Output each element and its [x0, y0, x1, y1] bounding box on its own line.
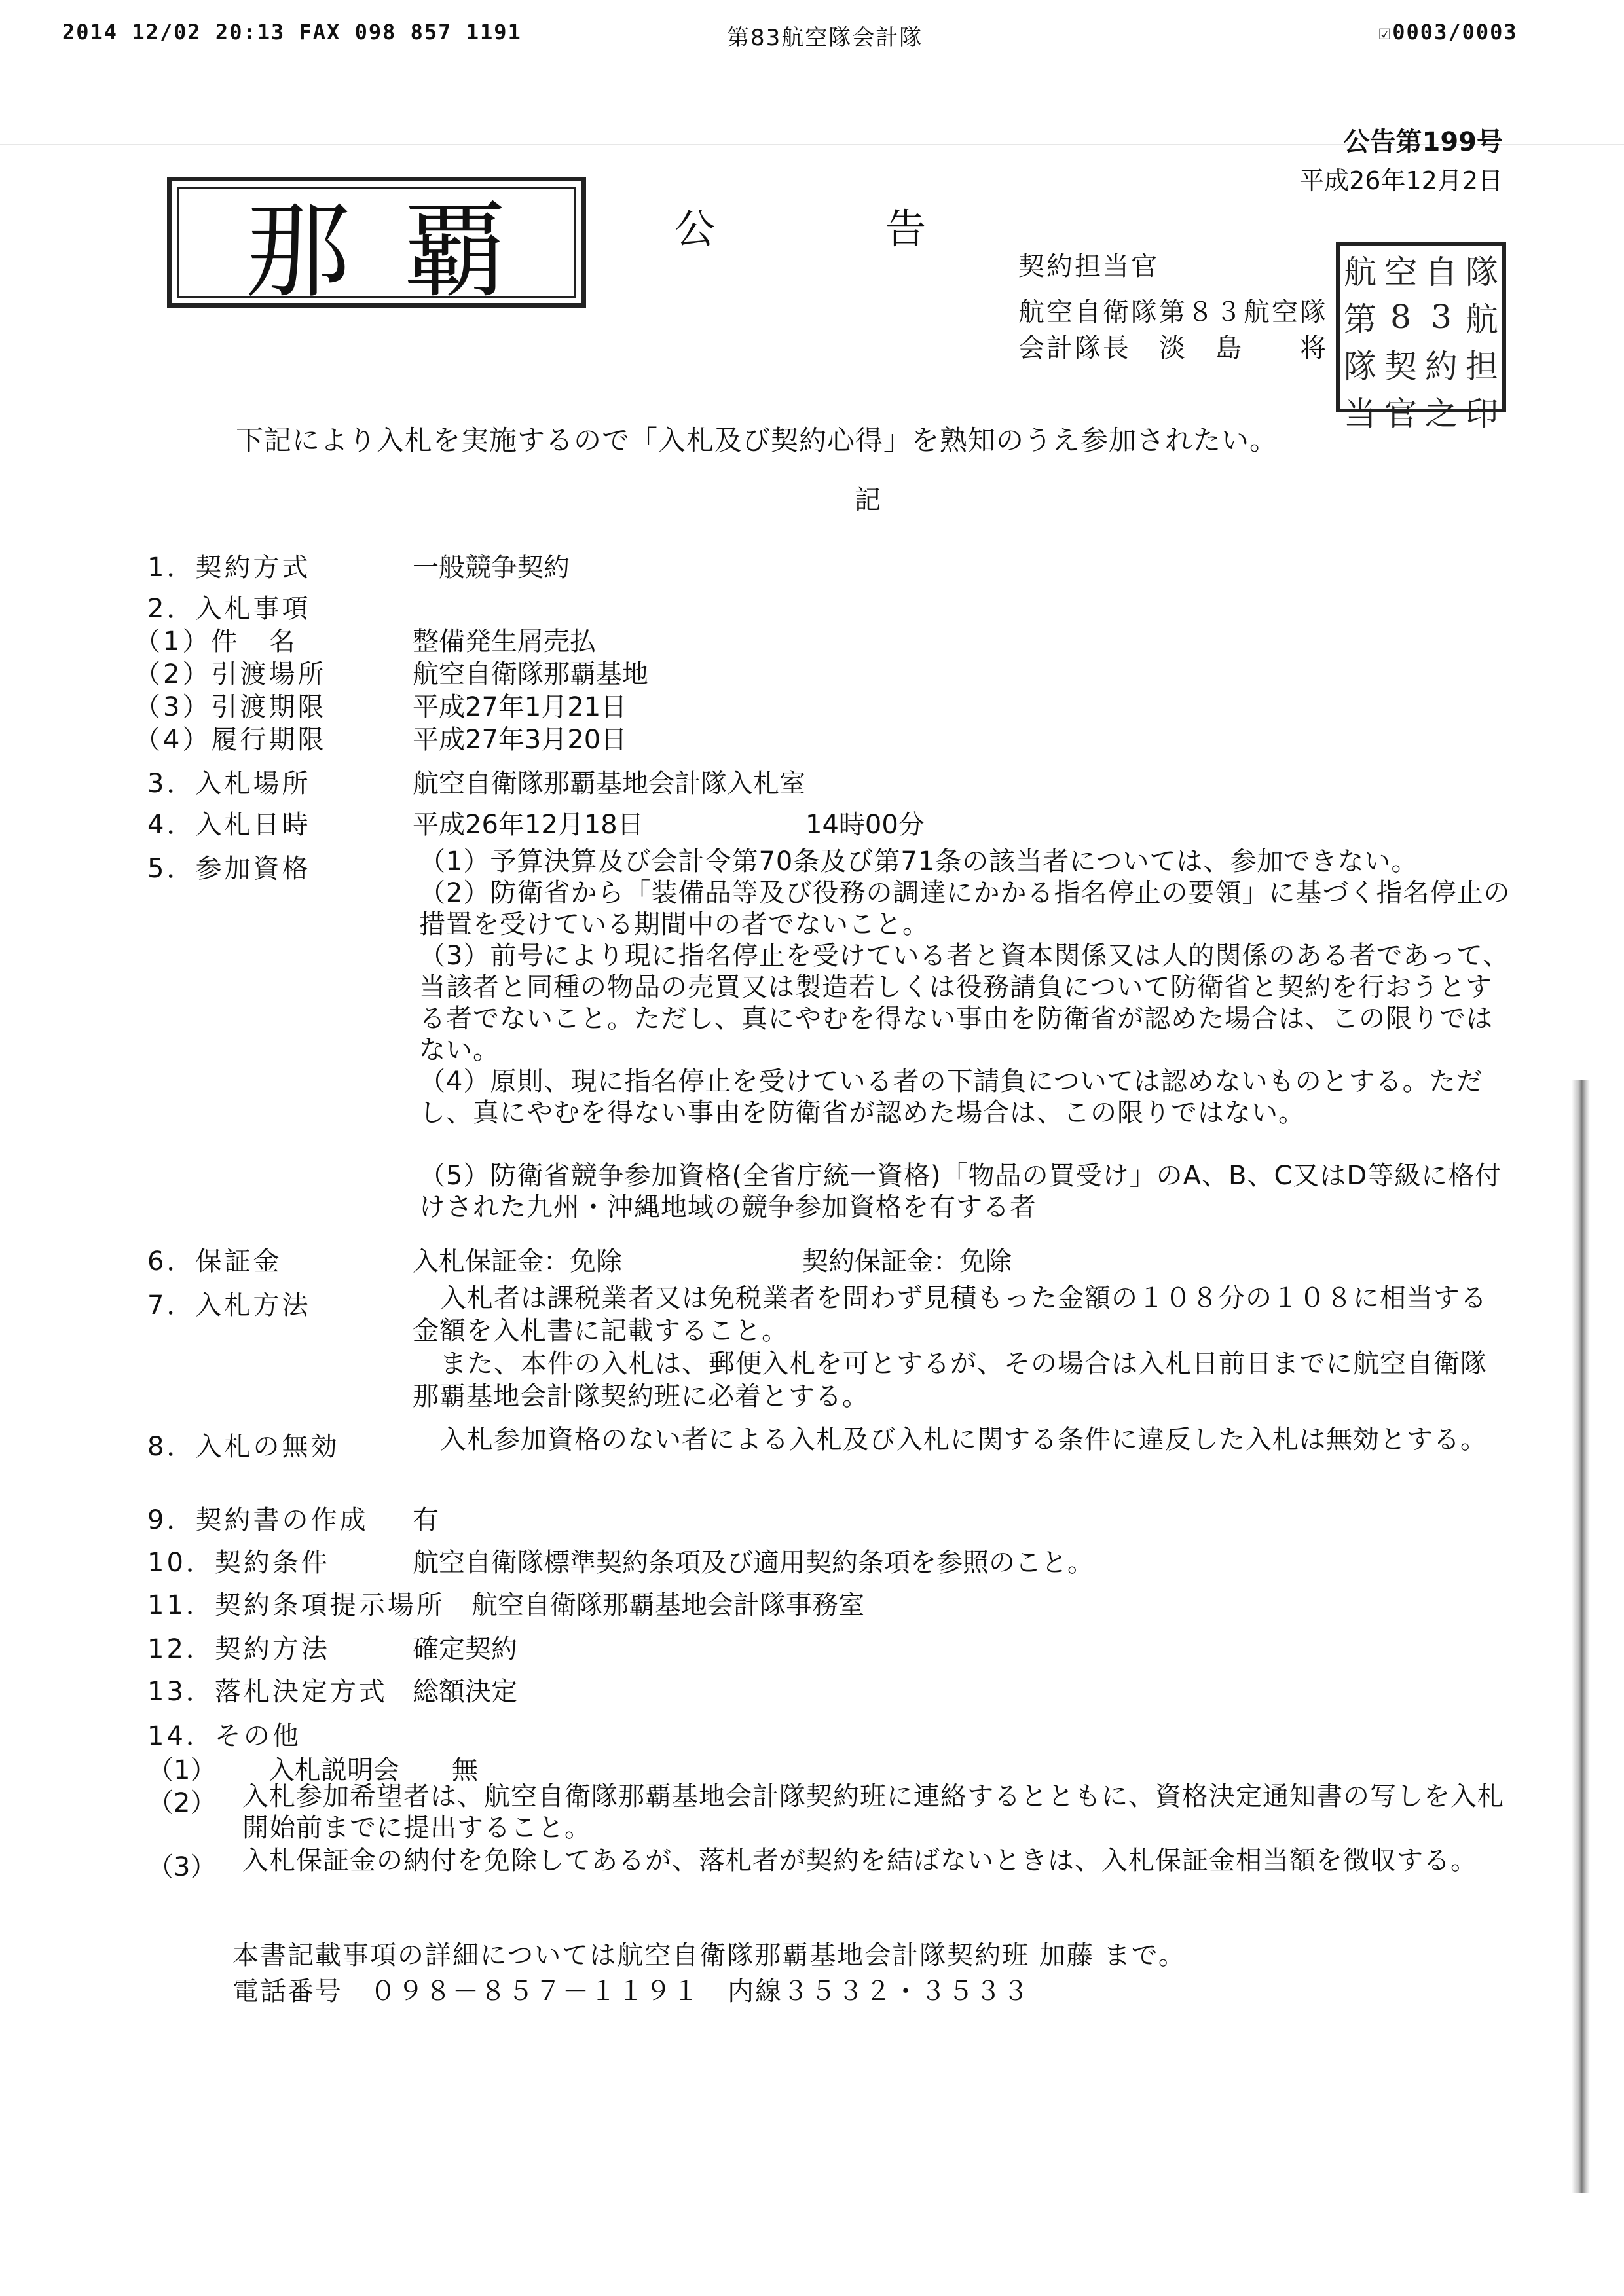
contact-note: 本書記載事項の詳細については航空自衛隊那覇基地会計隊契約班 加藤 まで。	[232, 1941, 1186, 1971]
item-4-time: 14時00分	[805, 810, 925, 840]
item-8-label: 8．入札の無効	[147, 1432, 340, 1462]
item-2-4-value: 平成27年3月20日	[413, 725, 627, 755]
item-11-value: 航空自衛隊那覇基地会計隊事務室	[471, 1590, 864, 1620]
item-2-label: 2．入札事項	[147, 594, 311, 624]
qualification-5: （5）防衛省競争参加資格(全省庁統一資格)「物品の買受け」のA、B、C又はD等級に格付けされた九州・沖縄地域の競争参加資格を有する者	[419, 1161, 1502, 1222]
item-2-2-value: 航空自衛隊那覇基地	[413, 659, 648, 689]
item-6-bid-deposit: 入札保証金：免除	[413, 1247, 622, 1277]
item-7-paragraph-1: 入札者は課税業者又は免税業者を問わず見積もった金額の１０８分の１０８に相当する金額を入札書に記載すること。	[413, 1283, 1487, 1346]
item-6-contract-deposit: 契約保証金：免除	[802, 1247, 1012, 1277]
item-2-3-label: （3）引渡期限	[134, 692, 327, 722]
item-2-1-value: 整備発生屑売払	[413, 627, 596, 657]
naha-stamp	[167, 177, 586, 312]
item-2-2-label: （2）引渡場所	[134, 659, 327, 689]
item-4-date: 平成26年12月18日	[413, 810, 644, 840]
other-3-text: 入札保証金の納付を免除してあるが、落札者が契約を結ばないときは、入札保証金相当額を徴収する。	[242, 1846, 1477, 1876]
item-10-value: 航空自衛隊標準契約条項及び適用契約条項を参照のこと。	[413, 1548, 1094, 1578]
item-8-paragraph: 入札参加資格のない者による入札及び入札に関する条件に違反した入札は無効とする。	[440, 1425, 1487, 1455]
item-7-paragraph-2: また、本件の入札は、郵便入札を可とするが、その場合は入札日前日までに航空自衛隊那覇基地会計隊契約班に必着とする。	[413, 1349, 1487, 1412]
item-9-label: 9．契約書の作成	[147, 1505, 369, 1535]
qualification-1: （1）予算決算及び会計令第70条及び第71条の該当者については、参加できない。	[419, 847, 1418, 877]
naha-stamp-text: 那覇	[245, 190, 560, 312]
other-3-number: （3）	[147, 1852, 217, 1882]
qualification-4: （4）原則、現に指名停止を受けている者の下請負については認めないものとする。ただし、真にやむを得ない事由を防衛省が認めた場合は、この限りではない。	[419, 1066, 1483, 1128]
item-1-label: 1．契約方式	[147, 553, 311, 583]
item-4-label: 4．入札日時	[147, 810, 311, 840]
item-9-value: 有	[413, 1505, 439, 1535]
contact-phone: 電話番号 ０９８－８５７－１１９１ 内線３５３２・３５３３	[232, 1977, 1030, 2007]
item-6-label: 6．保証金	[147, 1247, 282, 1277]
item-14-label: 14．その他	[147, 1721, 301, 1751]
item-12-label: 12．契約方法	[147, 1634, 330, 1664]
intro-statement: 下記により入札を実施するので「入札及び契約心得」を熟知のうえ参加されたい。	[236, 424, 1278, 456]
item-13-value: 総額決定	[413, 1677, 517, 1707]
item-13-label: 13．落札決定方式	[147, 1677, 388, 1707]
item-3-value: 航空自衛隊那覇基地会計隊入札室	[413, 769, 805, 799]
official-seal: 航 空 自 隊 第 8 3 航 隊 契 約 担 当 官 之 印	[1336, 242, 1506, 412]
item-2-1-label: （1）件 名	[134, 627, 298, 657]
contract-officer-title: 契約担当官	[1018, 251, 1159, 282]
other-2-number: （2）	[147, 1788, 217, 1818]
fax-transmission-info: 2014 12/02 20:13 FAX 098 857 1191	[62, 20, 522, 45]
item-11-label: 11．契約条項提示場所	[147, 1590, 445, 1620]
item-10-label: 10．契約条件	[147, 1548, 330, 1578]
item-2-4-label: （4）履行期限	[134, 725, 327, 755]
item-7-label: 7．入札方法	[147, 1290, 311, 1321]
item-12-value: 確定契約	[413, 1634, 517, 1664]
item-5-label: 5．参加資格	[147, 854, 311, 884]
ki-heading: 記	[855, 485, 881, 515]
page-title: 公告	[674, 205, 1097, 253]
other-2-text: 入札参加希望者は、航空自衛隊那覇基地会計隊契約班に連絡するとともに、資格決定通知書の写しを入札開始前までに提出すること。	[242, 1781, 1504, 1843]
qualification-3: （3）前号により現に指名停止を受けている者と資本関係又は人的関係のある者であって、当該者と同種の物品の売買又は製造若しくは役務請負について防衛省と契約を行おうとする者でないこと。ただし、真にやむを得ない事由を防衛省が認めた場合は、この限りではない。	[419, 941, 1510, 1065]
notice-date: 平成26年12月2日	[1299, 166, 1503, 195]
contract-officer-unit: 航空自衛隊第８３航空隊	[1018, 297, 1328, 327]
contract-officer-name: 会計隊長 淡 島 将	[1018, 333, 1328, 363]
notice-number: 公告第199号	[1343, 127, 1503, 157]
item-3-label: 3．入札場所	[147, 769, 311, 799]
other-1-number: （1）	[147, 1755, 217, 1785]
other-1-text: 入札説明会 無	[268, 1755, 478, 1785]
fax-page-count: ☑0003/0003	[1378, 20, 1518, 45]
item-1-value: 一般競争契約	[413, 553, 570, 583]
qualification-2: （2）防衛省から「装備品等及び役務の調達にかかる指名停止の要領」に基づく指名停止の措置を受けている期間中の者でないこと。	[419, 878, 1511, 939]
scan-edge-shadow	[1572, 1080, 1590, 2193]
item-2-3-value: 平成27年1月21日	[413, 692, 627, 722]
fax-sender-name: 第83航空隊会計隊	[727, 25, 923, 51]
